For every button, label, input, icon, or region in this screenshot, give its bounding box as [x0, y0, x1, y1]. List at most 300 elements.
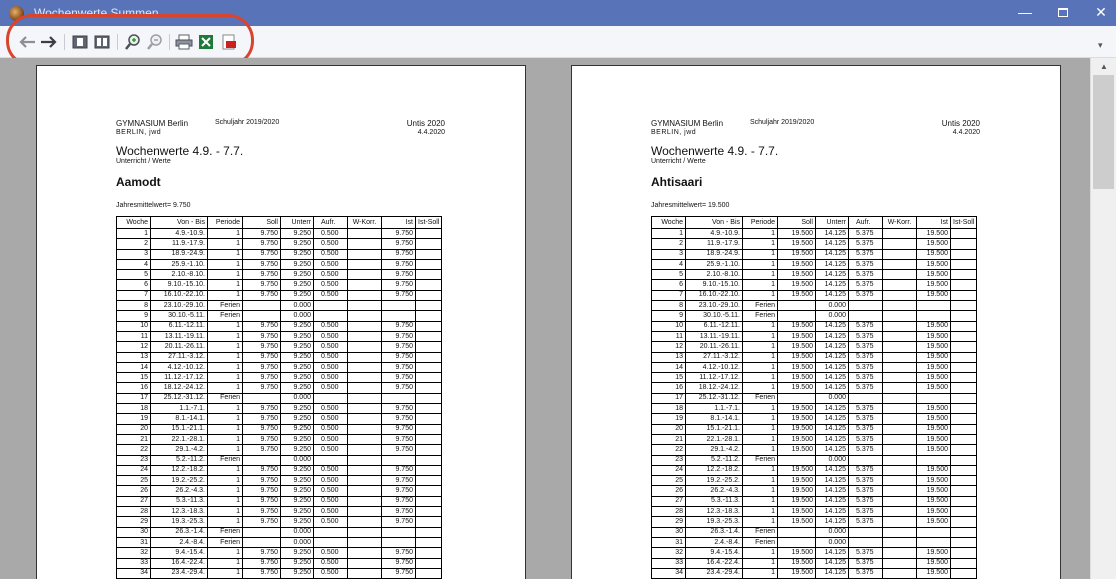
- table-cell: 19.500: [778, 249, 816, 259]
- table-cell: 19.500: [917, 362, 951, 372]
- table-cell: 19.500: [917, 424, 951, 434]
- table-cell: 12.3.-18.3.: [686, 507, 743, 517]
- table-cell: 9.750: [382, 465, 416, 475]
- table-cell: 5.2.-11.2.: [151, 455, 208, 465]
- table-cell: [951, 434, 977, 444]
- table-cell: 19.500: [917, 558, 951, 568]
- table-cell: 19.500: [778, 239, 816, 249]
- table-cell: 14.125: [816, 517, 849, 527]
- table-cell: 9.250: [281, 414, 314, 424]
- table-cell: 14.125: [816, 362, 849, 372]
- table-cell: 9.250: [281, 476, 314, 486]
- table-row: [652, 527, 977, 537]
- table-cell: 9.750: [382, 434, 416, 444]
- vertical-scrollbar[interactable]: [1090, 58, 1116, 579]
- table-cell: 14.125: [816, 352, 849, 362]
- table-cell: 1: [208, 476, 243, 486]
- table-cell: 23.10.-29.10.: [151, 301, 208, 311]
- table-cell: [951, 321, 977, 331]
- table-cell: 19.500: [778, 352, 816, 362]
- table-cell: [951, 259, 977, 269]
- column-header: Periode: [743, 217, 778, 229]
- table-cell: 1: [743, 507, 778, 517]
- table-cell: 9.750: [382, 280, 416, 290]
- table-cell: 14.125: [816, 229, 849, 239]
- table-cell: 19.500: [778, 342, 816, 352]
- table-cell: 0.500: [314, 373, 348, 383]
- table-cell: 25.9.-1.10.: [686, 259, 743, 269]
- table-cell: [416, 342, 442, 352]
- table-cell: 5.375: [849, 476, 883, 486]
- table-row: [652, 342, 977, 352]
- table-row: [652, 537, 977, 547]
- table-cell: 19.500: [778, 548, 816, 558]
- table-cell: [883, 537, 917, 547]
- report-date: 4.4.2020: [952, 129, 980, 136]
- table-cell: 9.250: [281, 465, 314, 475]
- table-cell: [951, 507, 977, 517]
- table-cell: 19.500: [778, 558, 816, 568]
- column-header: Ist: [917, 217, 951, 229]
- table-cell: 9.750: [243, 321, 281, 331]
- table-cell: 19.500: [917, 476, 951, 486]
- table-cell: 19.500: [917, 496, 951, 506]
- table-cell: [883, 321, 917, 331]
- table-cell: 8: [652, 301, 686, 311]
- toolbar-separator: [64, 34, 65, 50]
- table-cell: 19.500: [778, 331, 816, 341]
- table-cell: 19.500: [917, 404, 951, 414]
- table-cell: [416, 537, 442, 547]
- table-cell: 9.750: [382, 331, 416, 341]
- table-cell: 9.250: [281, 290, 314, 300]
- table-cell: 9.4.-15.4.: [686, 548, 743, 558]
- table-cell: [416, 331, 442, 341]
- table-cell: 1: [208, 362, 243, 372]
- table-cell: [917, 393, 951, 403]
- teacher-name: Aamodt: [116, 175, 161, 189]
- table-cell: [883, 424, 917, 434]
- table-cell: 9.250: [281, 239, 314, 249]
- toolbar-overflow-icon[interactable]: ▾: [1098, 40, 1103, 50]
- table-cell: 9.250: [281, 383, 314, 393]
- table-cell: [951, 393, 977, 403]
- table-cell: 1: [743, 383, 778, 393]
- table-cell: [348, 507, 382, 517]
- table-cell: 23.4.-29.4.: [151, 568, 208, 578]
- table-row: [652, 383, 977, 393]
- table-cell: 4: [117, 259, 151, 269]
- table-cell: 29: [117, 517, 151, 527]
- table-cell: 0.500: [314, 414, 348, 424]
- school-name: GYMNASIUM Berlin: [651, 119, 724, 128]
- table-cell: 14.125: [816, 465, 849, 475]
- table-cell: 17: [117, 393, 151, 403]
- table-cell: 9.750: [382, 373, 416, 383]
- table-cell: 7: [117, 290, 151, 300]
- zoom-out-icon: [146, 33, 164, 51]
- table-cell: [348, 331, 382, 341]
- table-cell: 20.11.-26.11.: [151, 342, 208, 352]
- table-cell: [951, 496, 977, 506]
- table-cell: [951, 414, 977, 424]
- table-cell: [382, 537, 416, 547]
- table-cell: 20: [652, 424, 686, 434]
- table-cell: [778, 537, 816, 547]
- table-row: [652, 568, 977, 578]
- table-cell: 19.3.-25.3.: [686, 517, 743, 527]
- table-cell: 19.500: [778, 270, 816, 280]
- table-cell: 28: [652, 507, 686, 517]
- table-cell: 1: [208, 434, 243, 444]
- column-header: Von - Bis: [151, 217, 208, 229]
- table-cell: 16.10.-22.10.: [151, 290, 208, 300]
- table-cell: 9.750: [243, 404, 281, 414]
- table-cell: 3: [117, 249, 151, 259]
- zoom-out-button[interactable]: [144, 32, 166, 52]
- table-cell: 5.375: [849, 362, 883, 372]
- table-row: [117, 445, 442, 455]
- table-cell: [243, 527, 281, 537]
- table-cell: 0.000: [281, 301, 314, 311]
- export-pdf-button[interactable]: [218, 32, 240, 52]
- table-cell: 0.500: [314, 465, 348, 475]
- table-cell: [416, 517, 442, 527]
- table-cell: 9.250: [281, 321, 314, 331]
- table-cell: 19.500: [917, 373, 951, 383]
- table-header-row: [652, 217, 977, 229]
- table-cell: [917, 311, 951, 321]
- table-cell: 1: [743, 229, 778, 239]
- table-cell: [348, 404, 382, 414]
- table-row: [117, 342, 442, 352]
- table-row: [117, 424, 442, 434]
- table-cell: [416, 311, 442, 321]
- table-cell: 19.500: [917, 229, 951, 239]
- table-cell: 26.3.-1.4.: [151, 527, 208, 537]
- table-cell: 14.125: [816, 424, 849, 434]
- table-cell: 4.12.-10.12.: [151, 362, 208, 372]
- table-cell: 13: [652, 352, 686, 362]
- table-cell: 14.125: [816, 404, 849, 414]
- table-cell: 1: [208, 424, 243, 434]
- table-cell: [348, 434, 382, 444]
- table-cell: 24: [652, 465, 686, 475]
- table-cell: 1: [743, 331, 778, 341]
- table-cell: 9.250: [281, 404, 314, 414]
- table-cell: 9.750: [243, 342, 281, 352]
- table-row: [652, 259, 977, 269]
- table-cell: Ferien: [743, 311, 778, 321]
- table-cell: [416, 393, 442, 403]
- table-cell: 0.500: [314, 342, 348, 352]
- table-row: [652, 445, 977, 455]
- column-header: Aufr.: [314, 217, 348, 229]
- table-cell: [883, 558, 917, 568]
- table-cell: 1: [743, 362, 778, 372]
- toolbar-separator: [169, 34, 170, 50]
- table-cell: 19.500: [917, 507, 951, 517]
- table-cell: 1: [208, 373, 243, 383]
- table-cell: Ferien: [743, 301, 778, 311]
- table-row: [652, 239, 977, 249]
- table-cell: 18: [117, 404, 151, 414]
- table-cell: [883, 331, 917, 341]
- table-cell: 0.000: [281, 527, 314, 537]
- table-cell: Ferien: [743, 455, 778, 465]
- table-cell: 19.500: [778, 373, 816, 383]
- table-cell: 19.500: [917, 259, 951, 269]
- table-cell: [849, 393, 883, 403]
- maximize-button[interactable]: [1045, 0, 1081, 24]
- table-cell: 9.750: [382, 239, 416, 249]
- table-cell: [348, 465, 382, 475]
- table-cell: [951, 342, 977, 352]
- table-cell: [951, 548, 977, 558]
- table-cell: 1: [743, 445, 778, 455]
- table-cell: 19.500: [778, 445, 816, 455]
- print-preview-area[interactable]: [0, 58, 1090, 579]
- table-row: [117, 239, 442, 249]
- table-cell: 19.500: [778, 280, 816, 290]
- table-cell: 9.750: [382, 445, 416, 455]
- table-cell: 0.500: [314, 383, 348, 393]
- table-cell: 10: [117, 321, 151, 331]
- report-subtitle: Unterricht / Werte: [651, 158, 706, 165]
- table-cell: [348, 259, 382, 269]
- zoom-in-icon: [124, 33, 142, 51]
- table-cell: 14.125: [816, 558, 849, 568]
- table-cell: 0.000: [816, 393, 849, 403]
- table-row: [117, 280, 442, 290]
- table-cell: 9.250: [281, 270, 314, 280]
- table-row: [652, 280, 977, 290]
- table-cell: 19.2.-25.2.: [151, 476, 208, 486]
- table-cell: 12: [652, 342, 686, 352]
- table-cell: 0.000: [816, 527, 849, 537]
- table-cell: 1: [208, 404, 243, 414]
- table-cell: 9.250: [281, 568, 314, 578]
- back-button[interactable]: [16, 32, 38, 52]
- table-cell: [883, 404, 917, 414]
- table-cell: [416, 301, 442, 311]
- two-pages-button[interactable]: [91, 32, 113, 52]
- table-cell: 5.375: [849, 352, 883, 362]
- table-cell: 11: [117, 331, 151, 341]
- table-cell: 9.750: [243, 270, 281, 280]
- table-cell: 1: [208, 568, 243, 578]
- table-cell: [314, 393, 348, 403]
- table-row: [117, 321, 442, 331]
- table-row: [652, 548, 977, 558]
- table-cell: 15: [117, 373, 151, 383]
- table-cell: 19.500: [778, 383, 816, 393]
- table-cell: 9.750: [382, 321, 416, 331]
- table-cell: [348, 517, 382, 527]
- table-cell: [416, 434, 442, 444]
- table-cell: 14.125: [816, 373, 849, 383]
- table-cell: [416, 404, 442, 414]
- table-cell: [348, 537, 382, 547]
- export-excel-button[interactable]: [195, 32, 217, 52]
- table-row: [652, 517, 977, 527]
- table-row: [117, 270, 442, 280]
- forward-button[interactable]: [38, 32, 60, 52]
- table-cell: 0.500: [314, 507, 348, 517]
- table-header-row: [117, 217, 442, 229]
- weekly-values-table: [116, 216, 442, 579]
- table-cell: [951, 445, 977, 455]
- table-cell: 19.500: [778, 568, 816, 578]
- table-cell: 19.500: [917, 486, 951, 496]
- table-cell: 9.250: [281, 424, 314, 434]
- school-location: BERLIN, jwd: [651, 129, 697, 136]
- table-cell: [348, 414, 382, 424]
- table-cell: 23.4.-29.4.: [686, 568, 743, 578]
- table-cell: [416, 362, 442, 372]
- table-cell: 9.750: [243, 496, 281, 506]
- table-cell: 1: [743, 517, 778, 527]
- table-cell: 0.500: [314, 568, 348, 578]
- table-cell: [883, 393, 917, 403]
- table-cell: [883, 259, 917, 269]
- table-cell: [416, 455, 442, 465]
- table-cell: 28: [117, 507, 151, 517]
- table-row: [652, 290, 977, 300]
- table-cell: [951, 249, 977, 259]
- table-cell: 19.3.-25.3.: [151, 517, 208, 527]
- table-cell: [951, 383, 977, 393]
- table-cell: [883, 301, 917, 311]
- table-cell: [348, 311, 382, 321]
- table-cell: Ferien: [208, 301, 243, 311]
- table-cell: 30.10.-5.11.: [686, 311, 743, 321]
- table-cell: [348, 342, 382, 352]
- table-cell: 9.10.-15.10.: [686, 280, 743, 290]
- column-header: Unterr: [816, 217, 849, 229]
- table-cell: 9.750: [382, 424, 416, 434]
- table-row: [117, 465, 442, 475]
- single-page-button[interactable]: [69, 32, 91, 52]
- table-cell: 34: [117, 568, 151, 578]
- software-version: Untis 2020: [941, 119, 980, 128]
- zoom-in-button[interactable]: [122, 32, 144, 52]
- table-cell: [416, 373, 442, 383]
- scroll-thumb[interactable]: [1093, 75, 1114, 189]
- table-cell: 16.4.-22.4.: [151, 558, 208, 568]
- table-cell: 9.250: [281, 434, 314, 444]
- table-row: [117, 404, 442, 414]
- print-button[interactable]: [173, 32, 195, 52]
- table-cell: 0.500: [314, 229, 348, 239]
- table-row: [652, 507, 977, 517]
- table-cell: 9.750: [243, 424, 281, 434]
- table-cell: [416, 424, 442, 434]
- table-cell: 9.750: [243, 434, 281, 444]
- table-cell: 0.500: [314, 259, 348, 269]
- table-row: [652, 373, 977, 383]
- table-cell: 7: [652, 290, 686, 300]
- scroll-up-icon[interactable]: ▲: [1100, 62, 1108, 71]
- table-cell: [883, 373, 917, 383]
- table-cell: [314, 527, 348, 537]
- printer-icon: [175, 34, 193, 50]
- table-cell: 1: [208, 280, 243, 290]
- close-button[interactable]: ✕: [1095, 3, 1107, 20]
- table-cell: 1: [743, 486, 778, 496]
- table-row: [117, 537, 442, 547]
- table-cell: 9.250: [281, 331, 314, 341]
- table-cell: 19.500: [778, 424, 816, 434]
- table-cell: 9.750: [243, 229, 281, 239]
- title-bar: [0, 0, 1116, 26]
- table-cell: [348, 280, 382, 290]
- table-row: [117, 393, 442, 403]
- table-cell: [951, 229, 977, 239]
- table-cell: [849, 301, 883, 311]
- table-row: [117, 527, 442, 537]
- table-cell: 5.375: [849, 331, 883, 341]
- table-cell: 6: [652, 280, 686, 290]
- table-cell: [951, 311, 977, 321]
- table-cell: 8: [117, 301, 151, 311]
- column-header: Unterr: [281, 217, 314, 229]
- table-cell: Ferien: [743, 393, 778, 403]
- table-cell: 12: [117, 342, 151, 352]
- arrow-left-icon: [17, 35, 37, 49]
- table-cell: 5.375: [849, 496, 883, 506]
- column-header: Von - Bis: [686, 217, 743, 229]
- table-cell: 22: [117, 445, 151, 455]
- table-cell: [883, 434, 917, 444]
- table-cell: 23: [652, 455, 686, 465]
- school-name: GYMNASIUM Berlin: [116, 119, 189, 128]
- table-cell: 19.500: [778, 229, 816, 239]
- table-cell: 1.1.-7.1.: [686, 404, 743, 414]
- table-cell: [416, 414, 442, 424]
- column-header: Aufr.: [849, 217, 883, 229]
- table-cell: 1: [743, 548, 778, 558]
- table-cell: [883, 465, 917, 475]
- school-location: BERLIN, jwd: [116, 129, 162, 136]
- table-cell: [416, 280, 442, 290]
- table-cell: [416, 548, 442, 558]
- table-cell: 14.125: [816, 331, 849, 341]
- table-cell: 9.750: [382, 404, 416, 414]
- table-cell: 14.125: [816, 568, 849, 578]
- table-cell: [348, 558, 382, 568]
- table-cell: 0.500: [314, 270, 348, 280]
- table-cell: 24: [117, 465, 151, 475]
- table-cell: 11.12.-17.12.: [151, 373, 208, 383]
- table-row: [117, 486, 442, 496]
- table-cell: 26.2.-4.3.: [151, 486, 208, 496]
- table-cell: 0.000: [281, 393, 314, 403]
- minimize-button[interactable]: —: [1018, 4, 1032, 20]
- table-cell: 23: [117, 455, 151, 465]
- table-row: [652, 362, 977, 372]
- table-cell: 32: [117, 548, 151, 558]
- table-cell: 18.9.-24.9.: [151, 249, 208, 259]
- table-cell: 14: [117, 362, 151, 372]
- table-cell: [348, 568, 382, 578]
- table-cell: [917, 537, 951, 547]
- table-cell: [883, 290, 917, 300]
- report-subtitle: Unterricht / Werte: [116, 158, 171, 165]
- table-cell: [883, 362, 917, 372]
- table-cell: 1: [208, 496, 243, 506]
- table-cell: 29.1.-4.2.: [151, 445, 208, 455]
